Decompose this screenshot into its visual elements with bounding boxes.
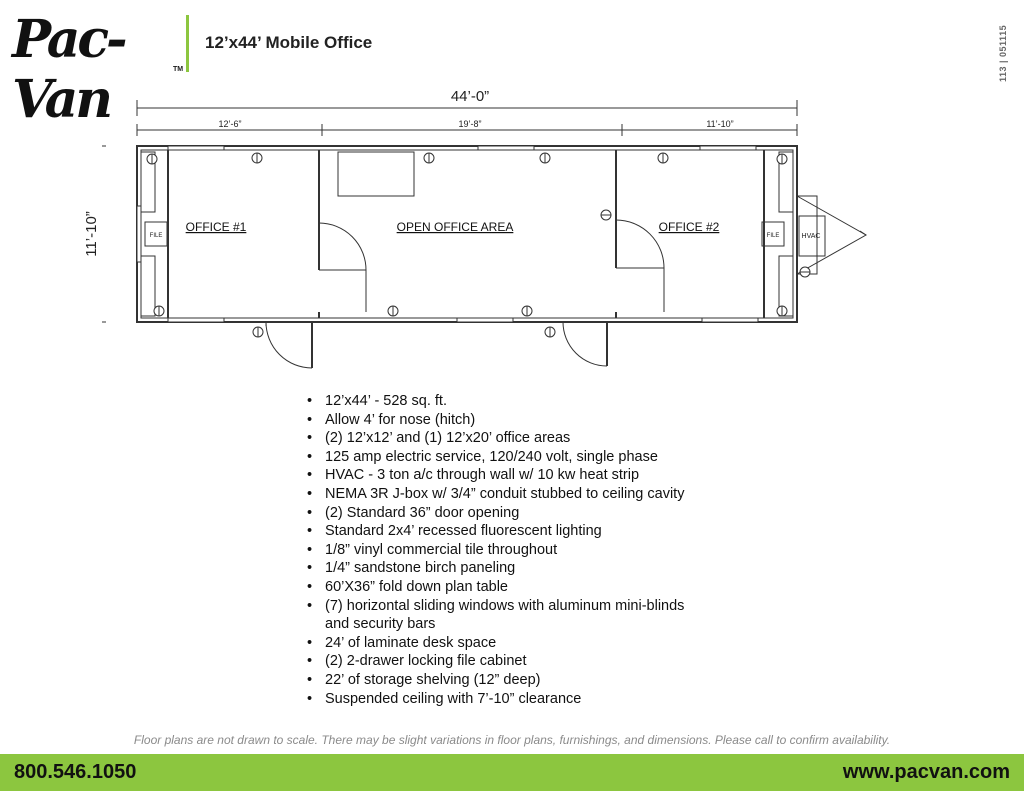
feature-text: and security bars: [325, 616, 436, 633]
list-item: [305, 652, 785, 671]
dimension-label-2: 19’-8”: [458, 119, 482, 129]
feature-list: [305, 392, 785, 708]
page-title: 12’x44’ Mobile Office: [205, 33, 373, 52]
bullet: •: [307, 541, 313, 558]
room-label-open-office: OPEN OFFICE AREA: [396, 220, 514, 234]
outer-wall: [137, 146, 797, 322]
list-item: [305, 504, 785, 523]
outlet-group: [147, 153, 810, 337]
feature-text: (2) 12’x12’ and (1) 12’x20’ office areas: [325, 430, 571, 447]
window: [700, 146, 756, 150]
window: [478, 146, 534, 150]
dimension-label-3: 11’-10”: [706, 119, 734, 129]
window: [137, 206, 141, 262]
room-label-office-2: OFFICE #2: [658, 220, 720, 234]
feature-text: (7) horizontal sliding windows with aluminum mini-blinds: [325, 597, 685, 614]
bullet: •: [307, 430, 313, 447]
list-item: [305, 634, 785, 653]
feature-text: Suspended ceiling with 7’-10” clearance: [325, 690, 582, 707]
list-item: [305, 671, 785, 690]
feature-text: 22’ of storage shelving (12” deep): [325, 671, 541, 688]
list-item-continuation: [305, 615, 785, 634]
bullet: •: [307, 467, 313, 484]
list-item: [305, 578, 785, 597]
interior-door-swing-2: [616, 220, 664, 268]
logo-trademark: TM: [173, 66, 184, 73]
window: [702, 318, 758, 322]
feature-text: NEMA 3R J-box w/ 3/4” conduit stubbed to ceiling cavity: [325, 485, 685, 502]
bullet: •: [307, 393, 313, 409]
inner-wall-line: [141, 150, 793, 318]
file-label-left: FILE: [149, 233, 163, 239]
footer-bar: [0, 754, 1024, 791]
overall-width-label: 44’-0”: [450, 88, 490, 105]
file-label-right: FILE: [766, 233, 780, 239]
exterior-door-swing-1: [266, 322, 312, 368]
hitch-coupler: [860, 231, 866, 235]
feature-text: 60’X36” fold down plan table: [325, 578, 508, 595]
feature-text: 125 amp electric service, 120/240 volt, single phase: [325, 448, 658, 465]
bullet: •: [307, 671, 313, 688]
plan-table: [338, 152, 414, 196]
bullet: •: [307, 411, 313, 428]
feature-text: 1/8” vinyl commercial tile throughout: [325, 541, 558, 558]
feature-text: (2) Standard 36” door opening: [325, 504, 520, 521]
disclaimer: Floor plans are not drawn to scale. There may be slight variations in floor plans, furnishings, and dimensions. Please call to confirm availability.: [133, 733, 891, 747]
bullet: •: [307, 634, 313, 651]
document-code: [990, 10, 1020, 90]
floor-plan: [60, 80, 920, 380]
phone-number[interactable]: 800.546.1050: [14, 761, 137, 783]
bullet: •: [307, 485, 313, 502]
bullet: •: [307, 504, 313, 521]
window: [168, 146, 224, 150]
list-item: [305, 541, 785, 560]
list-item: [305, 690, 785, 709]
document-code-text: 113 | 051115: [998, 24, 1008, 82]
list-item: [305, 597, 785, 616]
bullet: •: [307, 523, 313, 540]
logo-text: Pac-Van: [12, 9, 125, 130]
list-item: [305, 466, 785, 485]
exterior-door-swing-2: [563, 322, 607, 366]
bullet: •: [307, 690, 313, 707]
list-item: [305, 522, 785, 541]
feature-text: Standard 2x4’ recessed fluorescent lighting: [325, 523, 602, 540]
list-item: [305, 429, 785, 448]
feature-text: (2) 2-drawer locking file cabinet: [325, 653, 527, 670]
bullet: •: [307, 578, 313, 595]
shelving-left: [141, 256, 155, 316]
header-divider: [186, 15, 189, 72]
list-item: [305, 485, 785, 504]
bullet: •: [307, 597, 313, 614]
list-item: [305, 448, 785, 467]
list-item: [305, 411, 785, 430]
feature-text: 12’x44’ - 528 sq. ft.: [325, 393, 447, 409]
feature-text: 1/4” sandstone birch paneling: [325, 560, 516, 577]
feature-text: HVAC - 3 ton a/c through wall w/ 10 kw heat strip: [325, 467, 640, 484]
feature-text: 24’ of laminate desk space: [325, 634, 497, 651]
room-label-office-1: OFFICE #1: [185, 220, 247, 234]
list-item: [305, 392, 785, 411]
dimension-label-1: 12’-6”: [218, 119, 242, 129]
bullet: •: [307, 560, 313, 577]
website-link[interactable]: www.pacvan.com: [842, 761, 1010, 783]
window: [457, 318, 513, 322]
bullet: •: [307, 653, 313, 670]
interior-door-swing-1: [319, 223, 366, 270]
depth-label: 11’-10”: [83, 211, 100, 257]
window: [168, 318, 224, 322]
list-item: [305, 559, 785, 578]
pac-van-logo[interactable]: [12, 8, 184, 130]
hvac-label: HVAC: [801, 233, 821, 240]
bullet: •: [307, 448, 313, 465]
feature-text: Allow 4’ for nose (hitch): [325, 411, 476, 428]
